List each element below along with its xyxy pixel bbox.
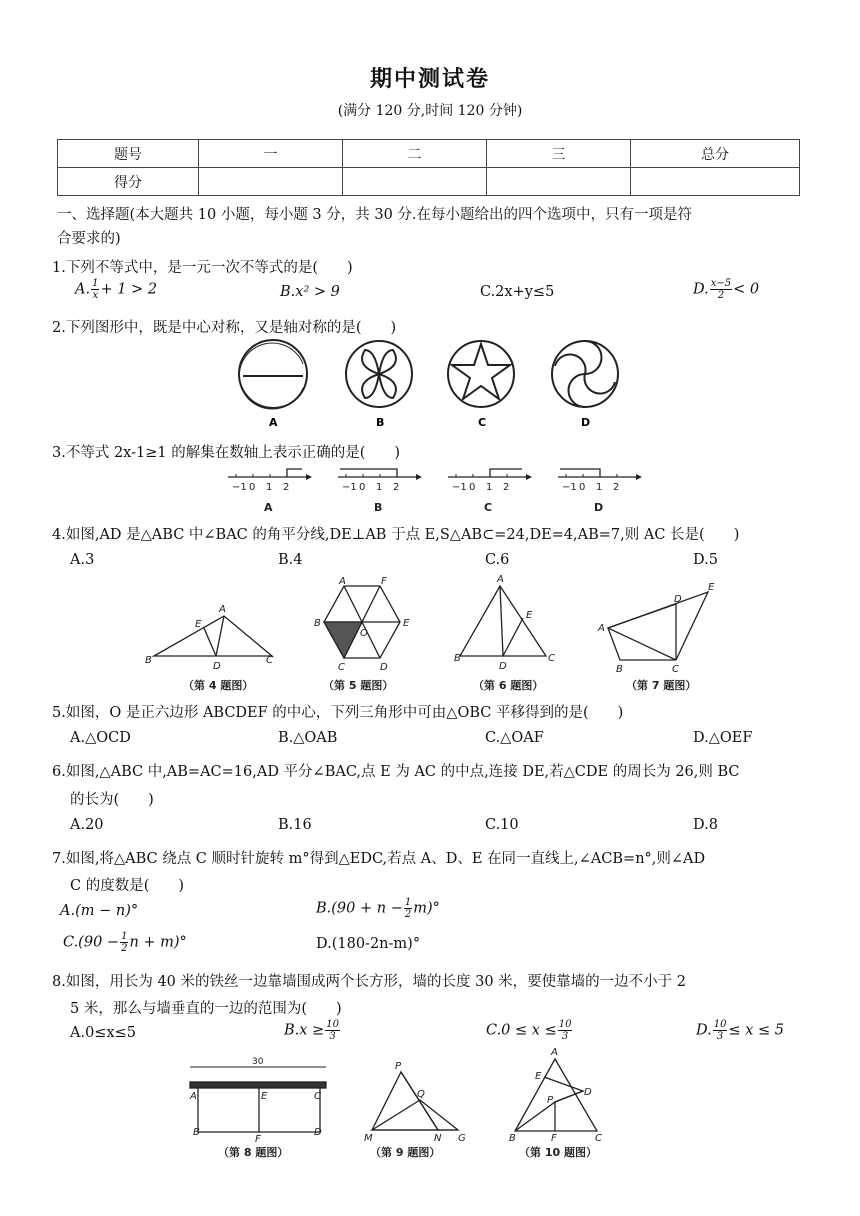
option-text: D. (696, 1022, 712, 1039)
tick-label: −1 (452, 482, 467, 493)
option-label: A (264, 501, 273, 514)
label-d: D (581, 416, 591, 429)
figure-caption: （第 6 题图） (473, 679, 544, 692)
q5-option-b[interactable]: B.△OAB (278, 730, 338, 746)
figure-caption: （第 8 题图） (218, 1146, 289, 1159)
denominator: 3 (716, 1031, 724, 1042)
star-shape (452, 344, 510, 399)
label: D (314, 1127, 322, 1138)
label: P (547, 1095, 554, 1106)
fraction (713, 1019, 728, 1042)
petal-shape (379, 374, 396, 398)
q8-option-d[interactable] (696, 1019, 784, 1042)
figure-caption: （第 7 题图） (626, 679, 697, 692)
q6-option-c[interactable]: C.10 (485, 817, 519, 833)
question-8: 8.如图，用长为 40 米的铁丝一边靠墙围成两个长方形，墙的长度 30 米，要使靠墙的一边不小于 2 (52, 974, 687, 990)
fraction (404, 897, 412, 920)
q7-option-b[interactable] (316, 897, 440, 920)
arrow-icon (526, 474, 532, 480)
label: B (314, 618, 321, 629)
question-1: 1.下列不等式中，是一元一次不等式的是( ) (52, 260, 353, 276)
table-cell: 一 (199, 140, 343, 168)
option-text: B.(90 + n − (316, 900, 403, 917)
q5-option-c[interactable]: C.△OAF (485, 730, 544, 746)
denominator: 3 (329, 1031, 336, 1042)
wall-length: 30 (252, 1057, 264, 1067)
tick-label: 0 (359, 482, 366, 493)
q6-option-d[interactable]: D.8 (693, 817, 718, 833)
question-4: 4.如图,AD 是△ABC 中∠BAC 的角平分线,DE⊥AB 于点 E,S△AB⊂=24,DE=4,AB=7,则 AC 长是( ) (52, 527, 740, 543)
label: Q (417, 1089, 425, 1100)
table-row (58, 140, 800, 168)
q3-number-lines (228, 463, 648, 515)
label: D (213, 661, 221, 672)
tick-label: 2 (613, 482, 620, 493)
label: A (190, 1091, 197, 1102)
label: G (458, 1133, 466, 1144)
line-ad (500, 586, 503, 656)
swirl-arc (584, 374, 615, 394)
label: C (314, 1091, 321, 1102)
tick-label: 1 (596, 482, 603, 493)
q7-option-d[interactable]: D.(180-2n-m)° (316, 936, 421, 952)
arrow-icon (416, 474, 422, 480)
option-text: < 0 (733, 281, 760, 298)
tick-label: 0 (249, 482, 256, 493)
label: C (338, 662, 345, 673)
fraction (558, 1019, 573, 1042)
figure-c-star[interactable] (448, 341, 514, 407)
arrow-icon (636, 474, 642, 480)
label: B (145, 655, 152, 666)
denominator: 2 (404, 909, 412, 920)
question-3: 3.不等式 2x-1≥1 的解集在数轴上表示正确的是( ) (52, 445, 401, 461)
q1-option-d[interactable] (693, 278, 759, 301)
label: B (616, 664, 623, 675)
label: F (381, 576, 387, 587)
fraction (120, 931, 128, 954)
denominator: 2 (717, 290, 725, 301)
numerator: 10 (713, 1019, 727, 1030)
label: E (526, 610, 533, 621)
q4-option-a[interactable]: A.3 (70, 552, 95, 568)
figures-4-to-7 (140, 574, 740, 692)
q7-option-a[interactable]: A.(m − n)° (60, 903, 139, 919)
table-cell: 三 (487, 140, 631, 168)
figure-caption: （第 10 题图） (519, 1146, 597, 1159)
fraction (91, 278, 99, 301)
tick-label: −1 (342, 482, 357, 493)
option-letter: D. (693, 281, 709, 298)
option-text: C.0 ≤ x ≤ (486, 1022, 557, 1039)
solution-ray (340, 469, 397, 477)
q8-option-c[interactable] (486, 1019, 573, 1042)
section-heading: 一、选择题(本大题共 10 小题，每小题 3 分，共 30 分.在每小题给出的四个选项中，只有一项是符 (57, 207, 693, 223)
score-table (57, 139, 800, 196)
score-input[interactable] (199, 168, 343, 196)
table-cell: 二 (343, 140, 487, 168)
option-label: C (484, 501, 493, 514)
label: A (598, 623, 605, 634)
option-label: B (374, 501, 383, 514)
label: F (255, 1134, 261, 1145)
label-a: A (269, 416, 278, 429)
petal-shape (362, 374, 379, 398)
figure-b-petals[interactable] (346, 341, 412, 407)
figure-caption: （第 5 题图） (323, 679, 394, 692)
q4-option-c[interactable]: C.6 (485, 552, 510, 568)
solution-ray (287, 469, 302, 477)
label: M (364, 1133, 373, 1144)
figure-7 (597, 582, 715, 692)
tick-label: 1 (266, 482, 273, 493)
petal-shape (362, 350, 379, 374)
numerator: x−5 (710, 278, 732, 289)
denominator: x (92, 290, 99, 301)
numerator: 10 (558, 1019, 572, 1030)
label: C (266, 655, 273, 666)
section-heading-cont: 合要求的) (57, 231, 121, 247)
tick-label: 2 (283, 482, 290, 493)
q8-option-b[interactable] (284, 1019, 341, 1042)
q8-option-a[interactable]: A.0≤x≤5 (70, 1025, 137, 1041)
tick-label: −1 (232, 482, 247, 493)
page-title: 期中测试卷 (369, 66, 490, 92)
label: B (509, 1133, 516, 1144)
tick-label: 1 (376, 482, 383, 493)
line-de (503, 618, 523, 656)
fraction (710, 278, 732, 301)
figure-lines (401, 1072, 458, 1130)
label-b: B (376, 416, 385, 429)
numerator: 1 (121, 931, 128, 942)
label: B (193, 1127, 200, 1138)
shaded-triangle-obc (324, 622, 362, 658)
question-6-cont: 的长为( ) (70, 792, 154, 808)
label: E (261, 1091, 268, 1102)
q1-option-b[interactable]: B.x² > 9 (280, 284, 340, 300)
line-de (204, 628, 216, 656)
option-letter: A. (75, 281, 91, 298)
petal-shape (379, 350, 396, 374)
table-cell: 得分 (58, 168, 199, 196)
triangle-pmn (372, 1072, 438, 1130)
q1-option-a[interactable] (75, 278, 157, 301)
swirl-arc (585, 341, 602, 374)
tick-label: 0 (469, 482, 476, 493)
label: A (339, 576, 346, 587)
q4-option-b[interactable]: B.4 (278, 552, 303, 568)
label: D (674, 594, 682, 605)
question-6: 6.如图,△ABC 中,AB=AC=16,AD 平分∠BAC,点 E 为 AC 的中点,连接 DE,若△CDE 的周长为 26,则 BC (52, 764, 740, 780)
question-5: 5.如图，O 是正六边形 ABCDEF 的中心，下列三角形中可由△OBC 平移得到的是( ) (52, 705, 624, 721)
figure-caption: （第 4 题图） (183, 679, 254, 692)
label: E (708, 582, 715, 593)
label: D (380, 662, 388, 673)
option-text: n + m)° (129, 934, 187, 951)
tick-label: 2 (393, 482, 400, 493)
label: C (548, 653, 555, 664)
swirl-arc (569, 374, 586, 407)
label: C (672, 664, 679, 675)
q5-option-d[interactable]: D.△OEF (693, 730, 753, 746)
option-text: m)° (413, 900, 440, 917)
figure-caption: （第 9 题图） (370, 1146, 441, 1159)
option-text: C.(90 − (63, 934, 120, 951)
option-label: D (594, 501, 604, 514)
denominator: 2 (121, 943, 128, 954)
question-7: 7.如图,将△ABC 绕点 C 顺时针旋转 m°得到△EDC,若点 A、D、E 在同一直线上,∠ACB=n°,则∠AD (52, 851, 706, 867)
label: E (195, 619, 202, 630)
tick-label: 1 (486, 482, 493, 493)
label: A (219, 604, 226, 615)
arrow-icon (306, 474, 312, 480)
label: A (551, 1047, 558, 1058)
question-7-cont: C 的度数是( ) (70, 878, 185, 894)
label: D (499, 661, 507, 672)
tick-label: 0 (579, 482, 586, 493)
label: E (535, 1071, 542, 1082)
score-input[interactable] (487, 168, 631, 196)
label: C (595, 1133, 602, 1144)
label: B (454, 653, 461, 664)
q2-figures (235, 336, 635, 436)
q7-option-c[interactable] (63, 931, 187, 954)
fraction (325, 1019, 340, 1042)
figure-5 (314, 576, 410, 692)
label: O (360, 628, 368, 639)
figure-lines (608, 592, 708, 660)
figure-6 (454, 574, 555, 692)
label: P (395, 1061, 402, 1072)
figure-8 (189, 1057, 326, 1159)
label: N (434, 1133, 442, 1144)
figure-9 (364, 1061, 466, 1159)
numerator: 10 (326, 1019, 339, 1030)
table-row (58, 168, 800, 196)
table-cell: 题号 (58, 140, 199, 168)
table-cell: 总分 (631, 140, 800, 168)
figure-4 (145, 604, 273, 692)
q1-option-c[interactable]: C.2x+y≤5 (480, 284, 555, 300)
figure-d-swirl[interactable] (552, 341, 618, 407)
q6-option-a[interactable]: A.20 (70, 817, 104, 833)
label: F (551, 1133, 557, 1144)
tick-label: 2 (503, 482, 510, 493)
wall (190, 1082, 326, 1088)
label-c: C (478, 416, 487, 429)
figure-10 (509, 1047, 602, 1159)
question-2: 2.下列图形中，既是中心对称，又是轴对称的是( ) (52, 320, 397, 336)
solution-ray (490, 469, 522, 477)
label: A (497, 574, 504, 585)
figure-a-letter-e[interactable] (239, 340, 307, 409)
line-ad (608, 604, 676, 628)
figures-8-to-10 (180, 1047, 620, 1165)
q5-option-a[interactable]: A.△OCD (70, 730, 131, 746)
label: D (584, 1087, 592, 1098)
circle-shape (448, 341, 514, 407)
q6-option-b[interactable]: B.16 (278, 817, 312, 833)
option-text: + 1 > 2 (100, 281, 158, 298)
label: E (403, 618, 410, 629)
line-ad (216, 616, 224, 656)
score-input[interactable] (631, 168, 800, 196)
q4-option-d[interactable]: D.5 (693, 552, 718, 568)
page-subtitle: (满分 120 分,时间 120 分钟) (337, 103, 523, 119)
option-text: B.x ≥ (284, 1022, 325, 1039)
question-8-cont: 5 米，那么与墙垂直的一边的范围为( ) (70, 1001, 342, 1017)
numerator: 1 (92, 278, 99, 289)
numerator: 1 (404, 897, 412, 908)
tick-label: −1 (562, 482, 577, 493)
denominator: 3 (561, 1031, 569, 1042)
option-text: ≤ x ≤ 5 (728, 1022, 784, 1039)
score-input[interactable] (343, 168, 487, 196)
swirl-arc (555, 354, 586, 374)
